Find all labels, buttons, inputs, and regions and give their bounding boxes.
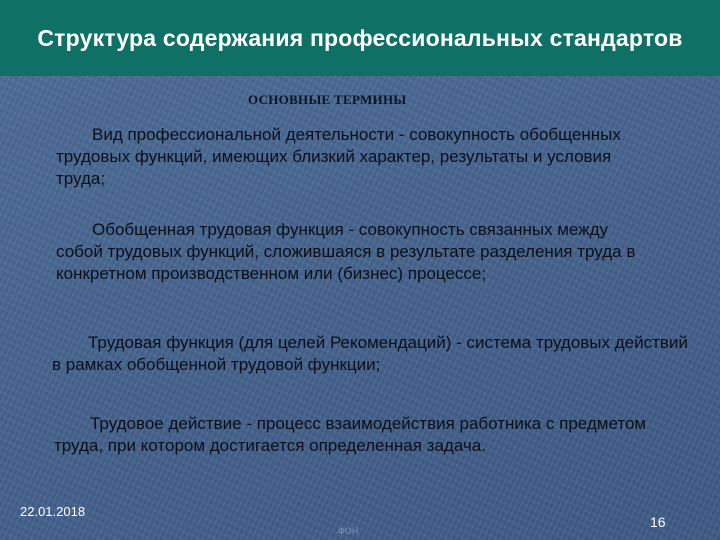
title-bar <box>0 0 720 76</box>
page-number: 16 <box>650 514 666 530</box>
term-paragraph-1: Вид профессиональной деятельности - совокупность обобщенных трудовых функций, имеющих близкий характер, результаты и условия труда; <box>56 125 621 188</box>
section-subtitle: ОСНОВНЫЕ ТЕРМИНЫ <box>248 92 407 107</box>
slide-date: 22.01.2018 <box>20 504 86 519</box>
footer-watermark: ФОН <box>338 526 359 536</box>
slide-title: Структура содержания профессиональных стандартов <box>37 24 683 51</box>
term-paragraph-2: Обобщенная трудовая функция - совокупность связанных между собой трудовых функций, сложившаяся в результате разделения труда в конкретном производственном или (бизнес) процессе; <box>56 220 636 283</box>
term-paragraph-4: Трудовое действие - процесс взаимодействия работника с предметом труда, при котором достигается определенная задача. <box>54 414 647 455</box>
term-paragraph-3: Трудовая функция (для целей Рекомендаций) - система трудовых действий в рамках обобщенной трудовой функции; <box>52 333 688 374</box>
